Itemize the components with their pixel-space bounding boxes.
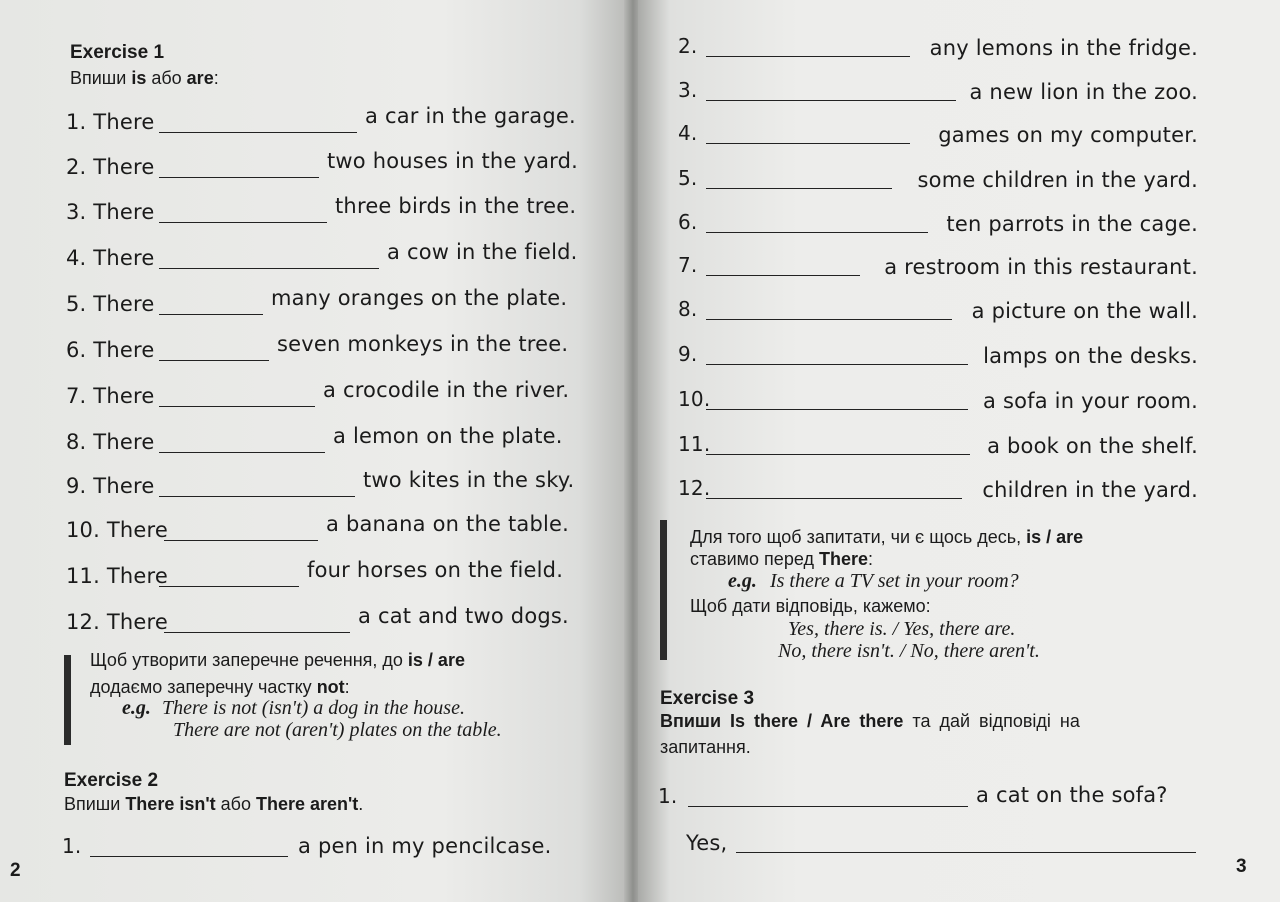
instruction-text: /	[798, 711, 821, 731]
example-text: There is not (isn't) a dog in the house.	[161, 697, 465, 719]
answer-blank[interactable]	[159, 177, 319, 178]
exercise-1-item-text: a car in the garage.	[365, 104, 576, 128]
answer-blank[interactable]	[706, 319, 952, 320]
exercise-2-item-text: a new lion in the zoo.	[969, 80, 1198, 104]
answer-blank[interactable]	[706, 232, 928, 233]
exercise-3-instruction	[660, 711, 1080, 732]
exercise-2-item-number: 7.	[678, 253, 698, 277]
exercise-1-item-text: three birds in the tree.	[335, 194, 577, 218]
answer-blank[interactable]	[159, 314, 263, 315]
exercise-2-item-number: 9.	[678, 342, 698, 366]
note-text: ставимо перед	[690, 549, 819, 569]
exercise-2-item-number: 1.	[62, 834, 82, 858]
instruction-bold-are: are	[186, 68, 214, 88]
negation-note-line2	[90, 677, 350, 698]
exercise-1-instruction	[70, 68, 219, 89]
answer-blank[interactable]	[164, 632, 350, 633]
exercise-1-item-prefix: 3. There	[66, 200, 155, 224]
eg-label: e.g.	[728, 570, 757, 592]
exercise-2-item-text: a picture on the wall.	[971, 299, 1198, 323]
answer-blank[interactable]	[706, 364, 968, 365]
answer-no-example: No, there isn't. / No, there aren't.	[778, 640, 1040, 662]
exercise-2-item-text: a pen in my pencilcase.	[298, 834, 552, 858]
exercise-2-title: Exercise 2	[64, 770, 159, 791]
answer-blank[interactable]	[706, 275, 860, 276]
exercise-1-item-text: two houses in the yard.	[327, 149, 579, 173]
exercise-1-item-prefix: 6. There	[66, 338, 155, 362]
exercise-1-item-text: a lemon on the plate.	[333, 424, 563, 448]
exercise-2-item-number: 8.	[678, 297, 698, 321]
answer-blank[interactable]	[90, 856, 288, 857]
answer-blank[interactable]	[706, 188, 892, 189]
answer-blank[interactable]	[736, 852, 1196, 853]
answer-yes-example: Yes, there is. / Yes, there are.	[788, 618, 1016, 640]
answer-blank[interactable]	[159, 222, 327, 223]
exercise-2-item-number: 5.	[678, 166, 698, 190]
negation-example-b: There are not (aren't) plates on the table.	[173, 719, 502, 741]
negation-example-a	[122, 697, 465, 720]
instruction-text: Впиши	[70, 68, 132, 88]
instruction-bold: There isn't	[125, 794, 216, 814]
exercise-1-item-prefix: 4. There	[66, 246, 155, 270]
instruction-text: та дай відповіді на	[903, 711, 1080, 731]
exercise-1-item-text: a crocodile in the river.	[323, 378, 570, 402]
question-note-line2	[690, 549, 873, 570]
exercise-1-item-prefix: 12. There	[66, 610, 169, 634]
answer-blank[interactable]	[688, 806, 968, 807]
exercise-1-item-text: a banana on the table.	[326, 512, 570, 536]
exercise-2-item-number: 12.	[678, 476, 711, 500]
answer-blank[interactable]	[706, 498, 962, 499]
page-number-left: 2	[10, 860, 21, 881]
negation-note-line1	[90, 650, 465, 671]
note-text: :	[344, 677, 350, 697]
exercise-1-item-text: two kites in the sky.	[363, 468, 575, 492]
exercise-3-title: Exercise 3	[660, 688, 755, 709]
question-note-line1	[690, 527, 1083, 548]
exercise-2-instruction	[64, 794, 363, 815]
exercise-2-item-text: lamps on the desks.	[983, 344, 1198, 368]
answer-blank[interactable]	[159, 360, 269, 361]
exercise-1-item-prefix: 11. There	[66, 564, 169, 588]
exercise-2-item-text: any lemons in the fridge.	[929, 36, 1198, 60]
example-text: Is there a TV set in your room?	[769, 570, 1019, 592]
exercise-1-item-text: a cow in the field.	[387, 240, 578, 264]
note-text: Для того щоб запитати, чи є щось десь,	[690, 527, 1027, 547]
exercise-1-title: Exercise 1	[70, 42, 165, 63]
question-note-line3: Щоб дати відповідь, кажемо:	[690, 596, 931, 616]
exercise-3-instruction-line2: запитання.	[660, 737, 751, 757]
exercise-2-item-text: a restroom in this restaurant.	[884, 255, 1198, 279]
exercise-2-item-number: 6.	[678, 210, 698, 234]
exercise-2-item-number: 11.	[678, 432, 711, 456]
instruction-text: Впиши	[64, 794, 126, 814]
answer-blank[interactable]	[159, 406, 315, 407]
exercise-3-answer-label: Yes,	[686, 831, 728, 855]
exercise-2-item-number: 10.	[678, 387, 711, 411]
answer-blank[interactable]	[706, 100, 956, 101]
eg-label: e.g.	[122, 697, 151, 719]
exercise-2-item-text: ten parrots in the cage.	[946, 212, 1198, 236]
exercise-2-item-number: 2.	[678, 34, 698, 58]
question-example	[728, 570, 1019, 593]
instruction-bold: Are there	[820, 711, 904, 731]
exercise-1-item-prefix: 9. There	[66, 474, 155, 498]
answer-blank[interactable]	[706, 409, 968, 410]
exercise-1-item-text: seven monkeys in the tree.	[277, 332, 569, 356]
instruction-bold: Is there	[730, 711, 799, 731]
instruction-text: або	[146, 68, 187, 88]
note-text: Щоб утворити заперечне речення, до	[90, 650, 408, 670]
instruction-text: Впиши	[660, 711, 731, 731]
instruction-text: або	[215, 794, 256, 814]
exercise-2-item-number: 3.	[678, 78, 698, 102]
note-text: :	[867, 549, 873, 569]
note-bar	[64, 655, 71, 745]
exercise-2-item-text: a book on the shelf.	[987, 434, 1198, 458]
answer-blank[interactable]	[159, 268, 379, 269]
exercise-1-item-prefix: 10. There	[66, 518, 169, 542]
note-text: додаємо заперечну частку	[90, 677, 317, 697]
exercise-1-item-prefix: 1. There	[66, 110, 155, 134]
exercise-3-item-number: 1.	[658, 784, 678, 808]
answer-blank[interactable]	[706, 143, 910, 144]
exercise-3-item-text: a cat on the sofa?	[976, 783, 1168, 807]
instruction-text: .	[358, 794, 364, 814]
exercise-2-item-text: children in the yard.	[982, 478, 1198, 502]
answer-blank[interactable]	[159, 496, 355, 497]
exercise-2-item-text: games on my computer.	[938, 123, 1198, 147]
answer-blank[interactable]	[159, 586, 299, 587]
right-page	[638, 0, 1280, 902]
note-bold: not	[316, 677, 345, 697]
note-bar	[660, 520, 667, 660]
exercise-1-item-prefix: 7. There	[66, 384, 155, 408]
exercise-1-item-prefix: 8. There	[66, 430, 155, 454]
instruction-text: :	[213, 68, 219, 88]
exercise-2-item-text: a sofa in your room.	[983, 389, 1198, 413]
answer-blank[interactable]	[164, 540, 318, 541]
exercise-2-item-text: some children in the yard.	[917, 168, 1198, 192]
left-page	[0, 0, 630, 902]
exercise-1-item-text: a cat and two dogs.	[358, 604, 569, 628]
answer-blank[interactable]	[159, 452, 325, 453]
exercise-1-item-prefix: 5. There	[66, 292, 155, 316]
note-bold: There	[818, 549, 868, 569]
page-number-right: 3	[1236, 856, 1247, 877]
answer-blank[interactable]	[159, 132, 357, 133]
exercise-1-item-prefix: 2. There	[66, 155, 155, 179]
note-bold: is / are	[1026, 527, 1084, 547]
exercise-2-item-number: 4.	[678, 121, 698, 145]
note-bold: is / are	[407, 650, 465, 670]
answer-blank[interactable]	[706, 56, 910, 57]
instruction-bold-is: is	[131, 68, 147, 88]
answer-blank[interactable]	[706, 454, 970, 455]
exercise-1-item-text: four horses on the field.	[307, 558, 564, 582]
instruction-bold: There aren't	[255, 794, 359, 814]
exercise-1-item-text: many oranges on the plate.	[271, 286, 568, 310]
